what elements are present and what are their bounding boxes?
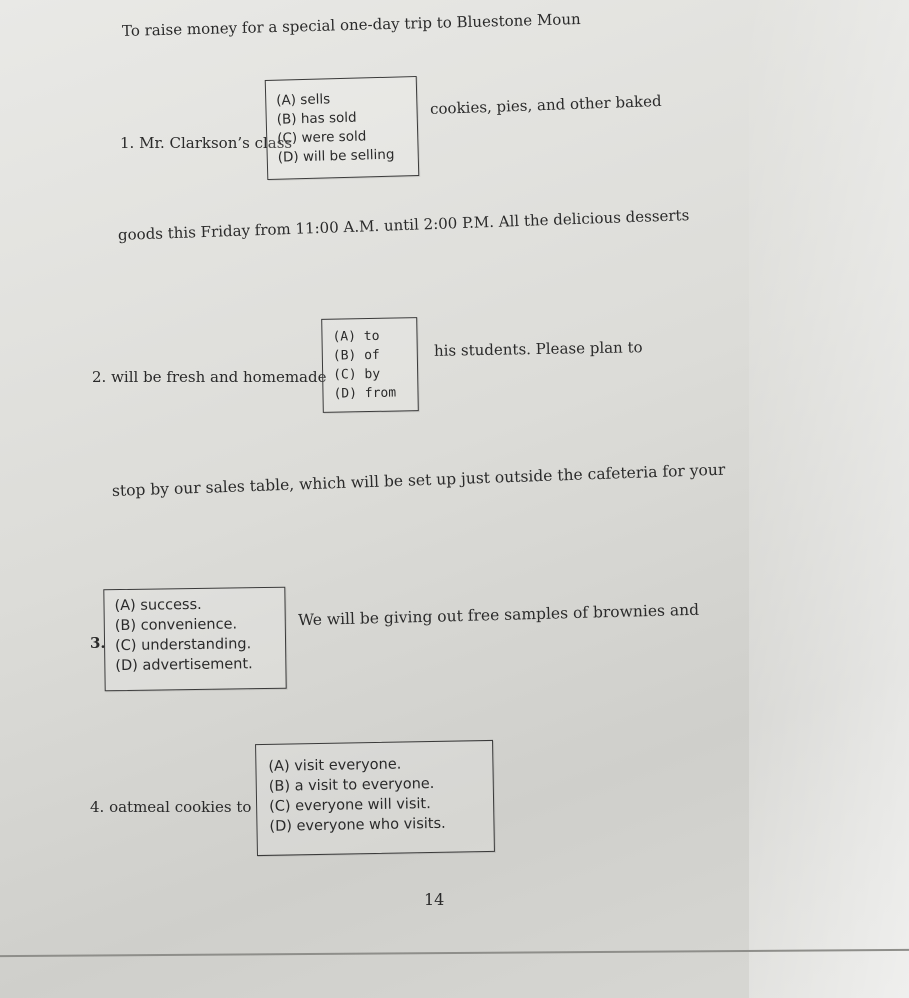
q3-option-b[interactable]: (B) convenience. [114, 616, 238, 635]
q1-option-a[interactable]: (A) sells [276, 91, 331, 109]
q3-number: 3. [90, 634, 106, 652]
page-edge-shading [749, 0, 909, 998]
q4-option-a[interactable]: (A) visit everyone. [268, 756, 402, 775]
q3-stem-right: We will be giving out free samples of brownies and [297, 600, 700, 630]
q3-options-box [103, 587, 286, 692]
q2-option-c[interactable]: (C) by [333, 366, 381, 383]
page-number: 14 [424, 890, 445, 909]
q1-stem-left: 1. Mr. Clarkson’s class [120, 134, 293, 152]
q4-stem-left: 4. oatmeal cookies to [90, 798, 252, 816]
q1-option-c[interactable]: (C) were sold [277, 128, 367, 147]
q1-stem-right: cookies, pies, and other baked [429, 91, 662, 119]
intro-text: To raise money for a special one-day trip to Bluestone Moun [121, 9, 581, 40]
q2-option-d[interactable]: (D) from [333, 385, 397, 402]
q3-option-a[interactable]: (A) success. [114, 596, 202, 615]
page-fold-line [0, 949, 909, 957]
q4-option-b[interactable]: (B) a visit to everyone. [268, 775, 435, 795]
q4-options-box [255, 740, 495, 856]
q1-option-d[interactable]: (D) will be selling [277, 146, 395, 166]
q2-option-b[interactable]: (B) of [332, 347, 380, 364]
q4-option-d[interactable]: (D) everyone who visits. [269, 815, 446, 835]
q2-options-box [321, 317, 419, 413]
q2-stem-right: his students. Please plan to [433, 338, 643, 360]
q1-option-b[interactable]: (B) has sold [276, 109, 357, 128]
q3-option-d[interactable]: (D) advertisement. [115, 656, 253, 675]
q4-option-c[interactable]: (C) everyone will visit. [268, 796, 431, 815]
q2-stem-left: 2. will be fresh and homemade [92, 368, 327, 386]
q3-option-c[interactable]: (C) understanding. [114, 636, 252, 655]
q1-options-box [265, 76, 420, 180]
q2-option-a[interactable]: (A) to [332, 328, 380, 345]
passage-line-2: goods this Friday from 11:00 A.M. until 2:00 P.M. All the delicious desserts [117, 206, 690, 244]
passage-line-3: stop by our sales table, which will be set up just outside the cafeteria for your [111, 460, 726, 500]
